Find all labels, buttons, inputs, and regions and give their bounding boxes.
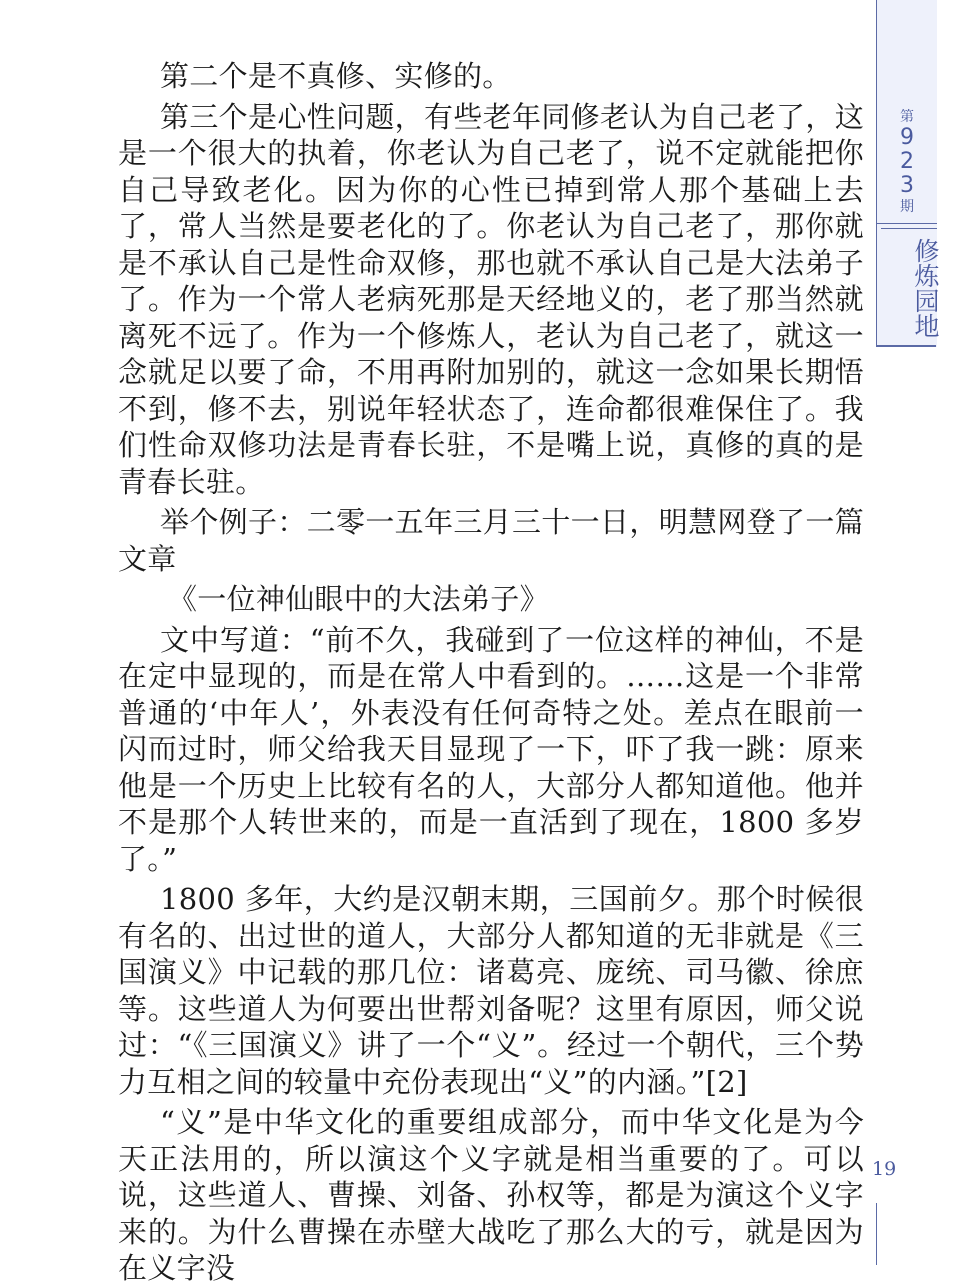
issue-digit: 9	[900, 125, 914, 150]
divider	[876, 345, 936, 347]
divider	[881, 228, 937, 229]
page-number: 19	[872, 1158, 897, 1180]
article-title-reference: 《一位神仙眼中的大法弟子》	[168, 582, 549, 616]
paragraph: 第二个是不真修、实修的。	[160, 59, 512, 93]
issue-suffix: 期	[900, 199, 914, 215]
divider	[877, 223, 937, 224]
issue-prefix: 第	[900, 109, 914, 125]
article-body	[118, 58, 864, 1287]
issue-digit: 3	[900, 173, 914, 198]
section-title: 修炼园地	[911, 238, 940, 338]
paragraph: “义”是中华文化的重要组成部分，而中华文化是为今天正法用的，所以演这个义字就是相当重要的了。可以说，这些道人、曹操、刘备、孙权等，都是为演这个义字来的。为什么曹操在赤壁大战吃了那么大的亏，就是因为在义字没	[118, 1105, 864, 1285]
paragraph: 举个例子：二零一五年三月三十一日，明慧网登了一篇文章	[118, 505, 864, 576]
paragraph: 第三个是心性问题，有些老年同修老认为自己老了，这是一个很大的执着，你老认为自己老了，说不定就能把你自己导致老化。因为你的心性已掉到常人那个基础上去了，常人当然是要老化的了。你老认为自己老了，那你就是不承认自己是性命双修，那也就不承认自己是大法弟子了。作为一个常人老病死那是天经地义的，老了那当然就离死不远了。作为一个修炼人，老认为自己老了，就这一念就足以要了命，不用再附加别的，就这一念如果长期悟不到，修不去，别说年轻状态了，连命都很难保住了。我们性命双修功法是青春长驻，不是嘴上说，真修的真的是青春长驻。	[118, 99, 864, 499]
issue-digit: 2	[900, 149, 914, 174]
issue-number	[877, 108, 937, 216]
paragraph: 文中写道：“前不久，我碰到了一位这样的神仙，不是在定中显现的，而是在常人中看到的。……这是一个非常普通的‘中年人’，外表没有任何奇特之处。差点在眼前一闪而过时，师父给我天目显现了一下，吓了我一跳：原来他是一个历史上比较有名的人，大部分人都知道他。他并不是那个人转世来的，而是一直活到了现在，1800 多岁了。”	[118, 622, 864, 876]
paragraph: 1800 多年，大约是汉朝末期，三国前夕。那个时候很有名的、出过世的道人，大部分人都知道的无非就是《三国演义》中记载的那几位：诸葛亮、庞统、司马徽、徐庶等。这些道人为何要出世帮刘备呢？这里有原因，师父说过：“《三国演义》讲了一个“义”。经过一个朝代，三个势力互相之间的较量中充份表现出“义”的内涵。”[2]	[118, 882, 864, 1099]
issue-sidebar	[876, 0, 940, 347]
divider	[876, 1203, 877, 1265]
